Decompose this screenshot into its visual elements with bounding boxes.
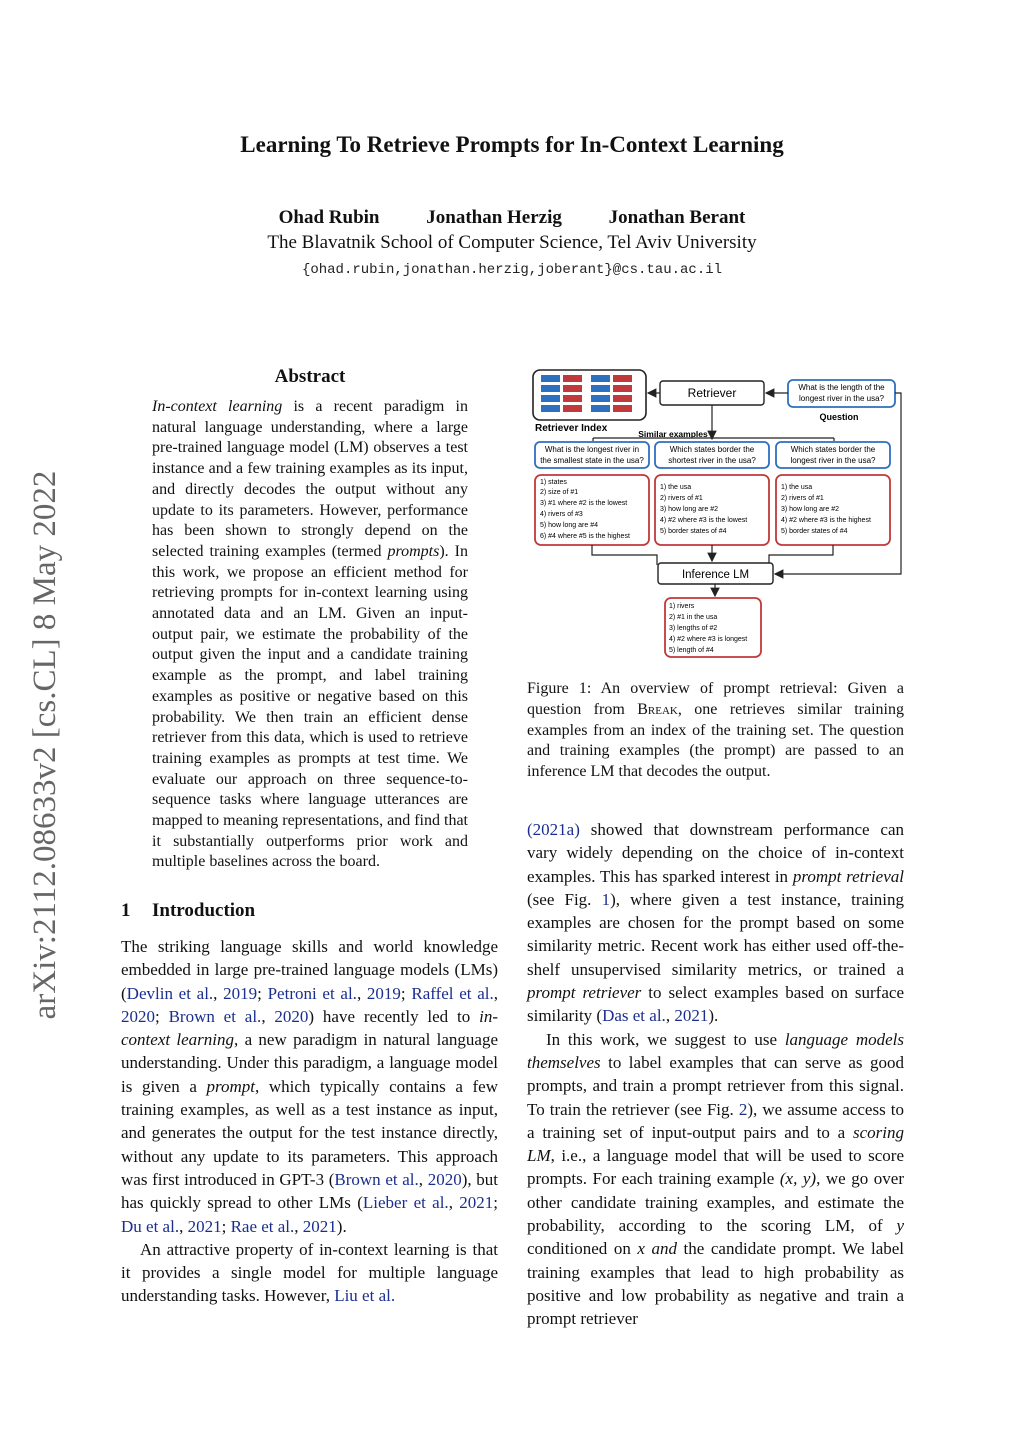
- example-question-line: What is the longest river in: [544, 445, 640, 454]
- index-cell: [541, 405, 560, 412]
- citation-link[interactable]: Das et al.: [602, 1006, 666, 1026]
- figure-ref-link[interactable]: 1: [601, 889, 611, 909]
- citation-link[interactable]: Brown et al.: [168, 1006, 262, 1026]
- author-list: [0, 207, 1024, 229]
- paragraph: In this work, we suggest to use language models themselves to label examples that can serve as good prompts, and train a prompt retriever from this signal. To train the retriever (see Fig. 2), we assume access to a training set of input-output pairs and to a scoring LM, i.e., a language model that will be used to score prompts. For each training example (x, y), we go over other candidate training examples, and estimate the probability, according to the scoring LM, of y conditioned on x and the candidate prompt. We label training examples that lead to high probability as positive and low probability as negative and train a prompt retriever: [527, 1029, 905, 1329]
- decomposition-step: 4) #2 where #3 is the lowest: [660, 517, 748, 524]
- index-cell: [563, 375, 582, 382]
- citation-link[interactable]: Liu et al.: [334, 1286, 396, 1306]
- decomposition-step: 4) #2 where #3 is the highest: [781, 517, 871, 524]
- prompt-retrieval-figure: [527, 365, 912, 665]
- index-cell: [613, 385, 632, 392]
- connector-line: [592, 545, 657, 565]
- citation-link[interactable]: Devlin et al.: [126, 983, 214, 1003]
- inference-lm-label: Inference LM: [681, 569, 750, 581]
- index-cell: [541, 375, 560, 382]
- abstract-heading: Abstract: [274, 366, 346, 387]
- output-decomposition: [665, 598, 761, 657]
- decomposition-step: 2) rivers of #1: [660, 495, 703, 502]
- decomposition-step: 6) #4 where #5 is the highest: [540, 533, 630, 540]
- decomposition-step: 3) how long are #2: [660, 506, 718, 513]
- retriever-index-icon: [533, 370, 646, 420]
- index-cell: [591, 395, 610, 402]
- index-cell: [563, 405, 582, 412]
- citation-link[interactable]: Rae et al.: [230, 1216, 295, 1236]
- citation-link[interactable]: Lieber et al.: [362, 1193, 449, 1213]
- decomposition-step: 1) states: [540, 479, 567, 486]
- index-cell: [613, 375, 632, 382]
- paper-title: Learning To Retrieve Prompts for In-Context Learning: [240, 132, 784, 157]
- index-cell: [613, 405, 632, 412]
- citation-link[interactable]: 2020: [274, 1006, 309, 1026]
- citation-link[interactable]: 2019: [223, 983, 258, 1003]
- decomposition-step: 5) border states of #4: [781, 528, 848, 535]
- email-address: {ohad.rubin,jonathan.herzig,joberant}@cs.tau.ac.il: [301, 262, 723, 278]
- figure-ref-link[interactable]: 2: [738, 1099, 748, 1119]
- similar-example-3: [776, 442, 890, 545]
- similar-example-1: [535, 442, 649, 545]
- index-cell: [541, 395, 560, 402]
- author-name: Jonathan Herzig: [426, 207, 562, 228]
- similar-examples-label: Similar examples: [638, 429, 708, 439]
- index-cell: [613, 395, 632, 402]
- citation-link[interactable]: Petroni et al.: [267, 983, 357, 1003]
- output-step: 5) length of #4: [669, 647, 714, 654]
- citation-link[interactable]: 2020: [121, 1006, 155, 1026]
- output-step: 2) #1 in the usa: [669, 614, 718, 621]
- question-text-line: What is the length of the: [798, 383, 885, 392]
- citation-link[interactable]: (2021a): [527, 820, 580, 839]
- connector-line: [769, 545, 833, 565]
- citation-link[interactable]: 2021: [187, 1216, 222, 1236]
- similar-example-2: [655, 442, 769, 545]
- citation-link[interactable]: 2021: [674, 1006, 709, 1026]
- decomposition-step: 5) border states of #4: [660, 528, 727, 535]
- decomposition-step: 1) the usa: [660, 484, 692, 491]
- decomposition-step: 3) #1 where #2 is the lowest: [540, 500, 628, 507]
- affiliation: The Blavatnik School of Computer Science, Tel Aviv University: [267, 232, 757, 253]
- citation-link[interactable]: 2020: [427, 1169, 462, 1189]
- index-cell: [563, 385, 582, 392]
- citation-link[interactable]: 2021: [459, 1193, 494, 1213]
- index-cell: [591, 375, 610, 382]
- index-cell: [563, 395, 582, 402]
- decomposition-step: 1) the usa: [781, 484, 813, 491]
- retriever-index-label: Retriever Index: [535, 423, 608, 434]
- question-text-line: longest river in the usa?: [799, 394, 884, 403]
- example-question-line: the smallest state in the usa?: [540, 456, 644, 465]
- question-label: Question: [819, 412, 859, 422]
- example-question-line: Which states border the: [790, 445, 876, 454]
- output-step: 3) lengths of #2: [669, 625, 718, 632]
- section-heading: 1 Introduction: [121, 900, 256, 921]
- example-question-line: Which states border the: [669, 445, 755, 454]
- citation-link[interactable]: Brown et al.: [334, 1169, 419, 1189]
- arxiv-identifier: arXiv:2112.08633v2 [cs.CL] 8 May 2022: [27, 470, 63, 1020]
- example-question-line: longest river in the usa?: [790, 456, 876, 465]
- index-cell: [541, 385, 560, 392]
- citation-link[interactable]: 2019: [366, 983, 401, 1003]
- index-cell: [591, 385, 610, 392]
- left-column-body: [121, 935, 498, 1308]
- paragraph: (2021a) showed that downstream performance can vary widely depending on the choice of in-context examples. This has sparked interest in prompt retrieval (see Fig. 1), where given a test instance, training examples are chosen for the prompt based on some similarity metric. Recent work has either used off-the-shelf unsupervised similarity metrics, or trained a prompt retriever to select examples based on surface similarity (Das et al., 2021).: [527, 820, 905, 1026]
- output-step: 1) rivers: [669, 603, 695, 610]
- figure-caption: Figure 1: An overview of prompt retrieval: Given a question from Break, one retrieves similar training examples from an index of the training set. The question and training examples (the prompt) are passed to an inference LM that decodes the output.: [527, 680, 904, 781]
- index-cell: [591, 405, 610, 412]
- citation-link[interactable]: Raffel et al.: [411, 983, 494, 1003]
- abstract-text: In-context learning is a recent paradigm in natural language understanding, where a large pre-trained language model (LM) observes a test instance and a few training examples as its input, and directly decodes the output without any update to its parameters. However, performance has been shown to strongly depend on the selected training examples (termed prompts). In this work, we propose an efficient method for retrieving prompts for in-context learning using annotated data and an LM. Given an input-output pair, we estimate the probability of the output given the input and a candidate training example as the prompt, and label training examples as positive or negative based on this probability. We then train an efficient dense retriever from this data, which is used to retrieve training examples as prompts at test time. We evaluate our approach on three sequence-to-sequence tasks where language utterances are mapped to meaning representations, and find that it substantially outperforms prior work and multiple baselines across the board.: [152, 398, 469, 871]
- decomposition-step: 4) rivers of #3: [540, 511, 583, 518]
- retriever-label: Retriever: [687, 386, 737, 400]
- citation-link[interactable]: 2021: [302, 1216, 337, 1236]
- paragraph: An attractive property of in-context learning is that it provides a single model for multiple language understanding tasks. However, Liu et al.: [121, 1239, 498, 1306]
- author-name: Ohad Rubin: [278, 207, 380, 228]
- right-column-body: [527, 818, 904, 1331]
- author-name: Jonathan Berant: [608, 207, 746, 228]
- decomposition-step: 3) how long are #2: [781, 506, 839, 513]
- decomposition-step: 2) rivers of #1: [781, 495, 824, 502]
- decomposition-step: 2) size of #1: [540, 489, 579, 496]
- example-question-line: shortest river in the usa?: [668, 456, 756, 465]
- output-step: 4) #2 where #3 is longest: [669, 636, 748, 643]
- decomposition-step: 5) how long are #4: [540, 522, 598, 529]
- paragraph: The striking language skills and world knowledge embedded in large pre-trained language models (LMs) (Devlin et al., 2019; Petroni et al., 2019; Raffel et al., 2020; Brown et al., 2020) have recently led to in-context learning, a new paradigm in natural language understanding. Under this paradigm, a language model is given a prompt, which typically contains a few training examples, as well as a test instance as input, and generates the output for the test instance directly, without any update to its parameters. This approach was first introduced in GPT-3 (Brown et al., 2020), but has quickly spread to other LMs (Lieber et al., 2021; Du et al., 2021; Rae et al., 2021).: [121, 937, 498, 1236]
- citation-link[interactable]: Du et al.: [121, 1216, 180, 1236]
